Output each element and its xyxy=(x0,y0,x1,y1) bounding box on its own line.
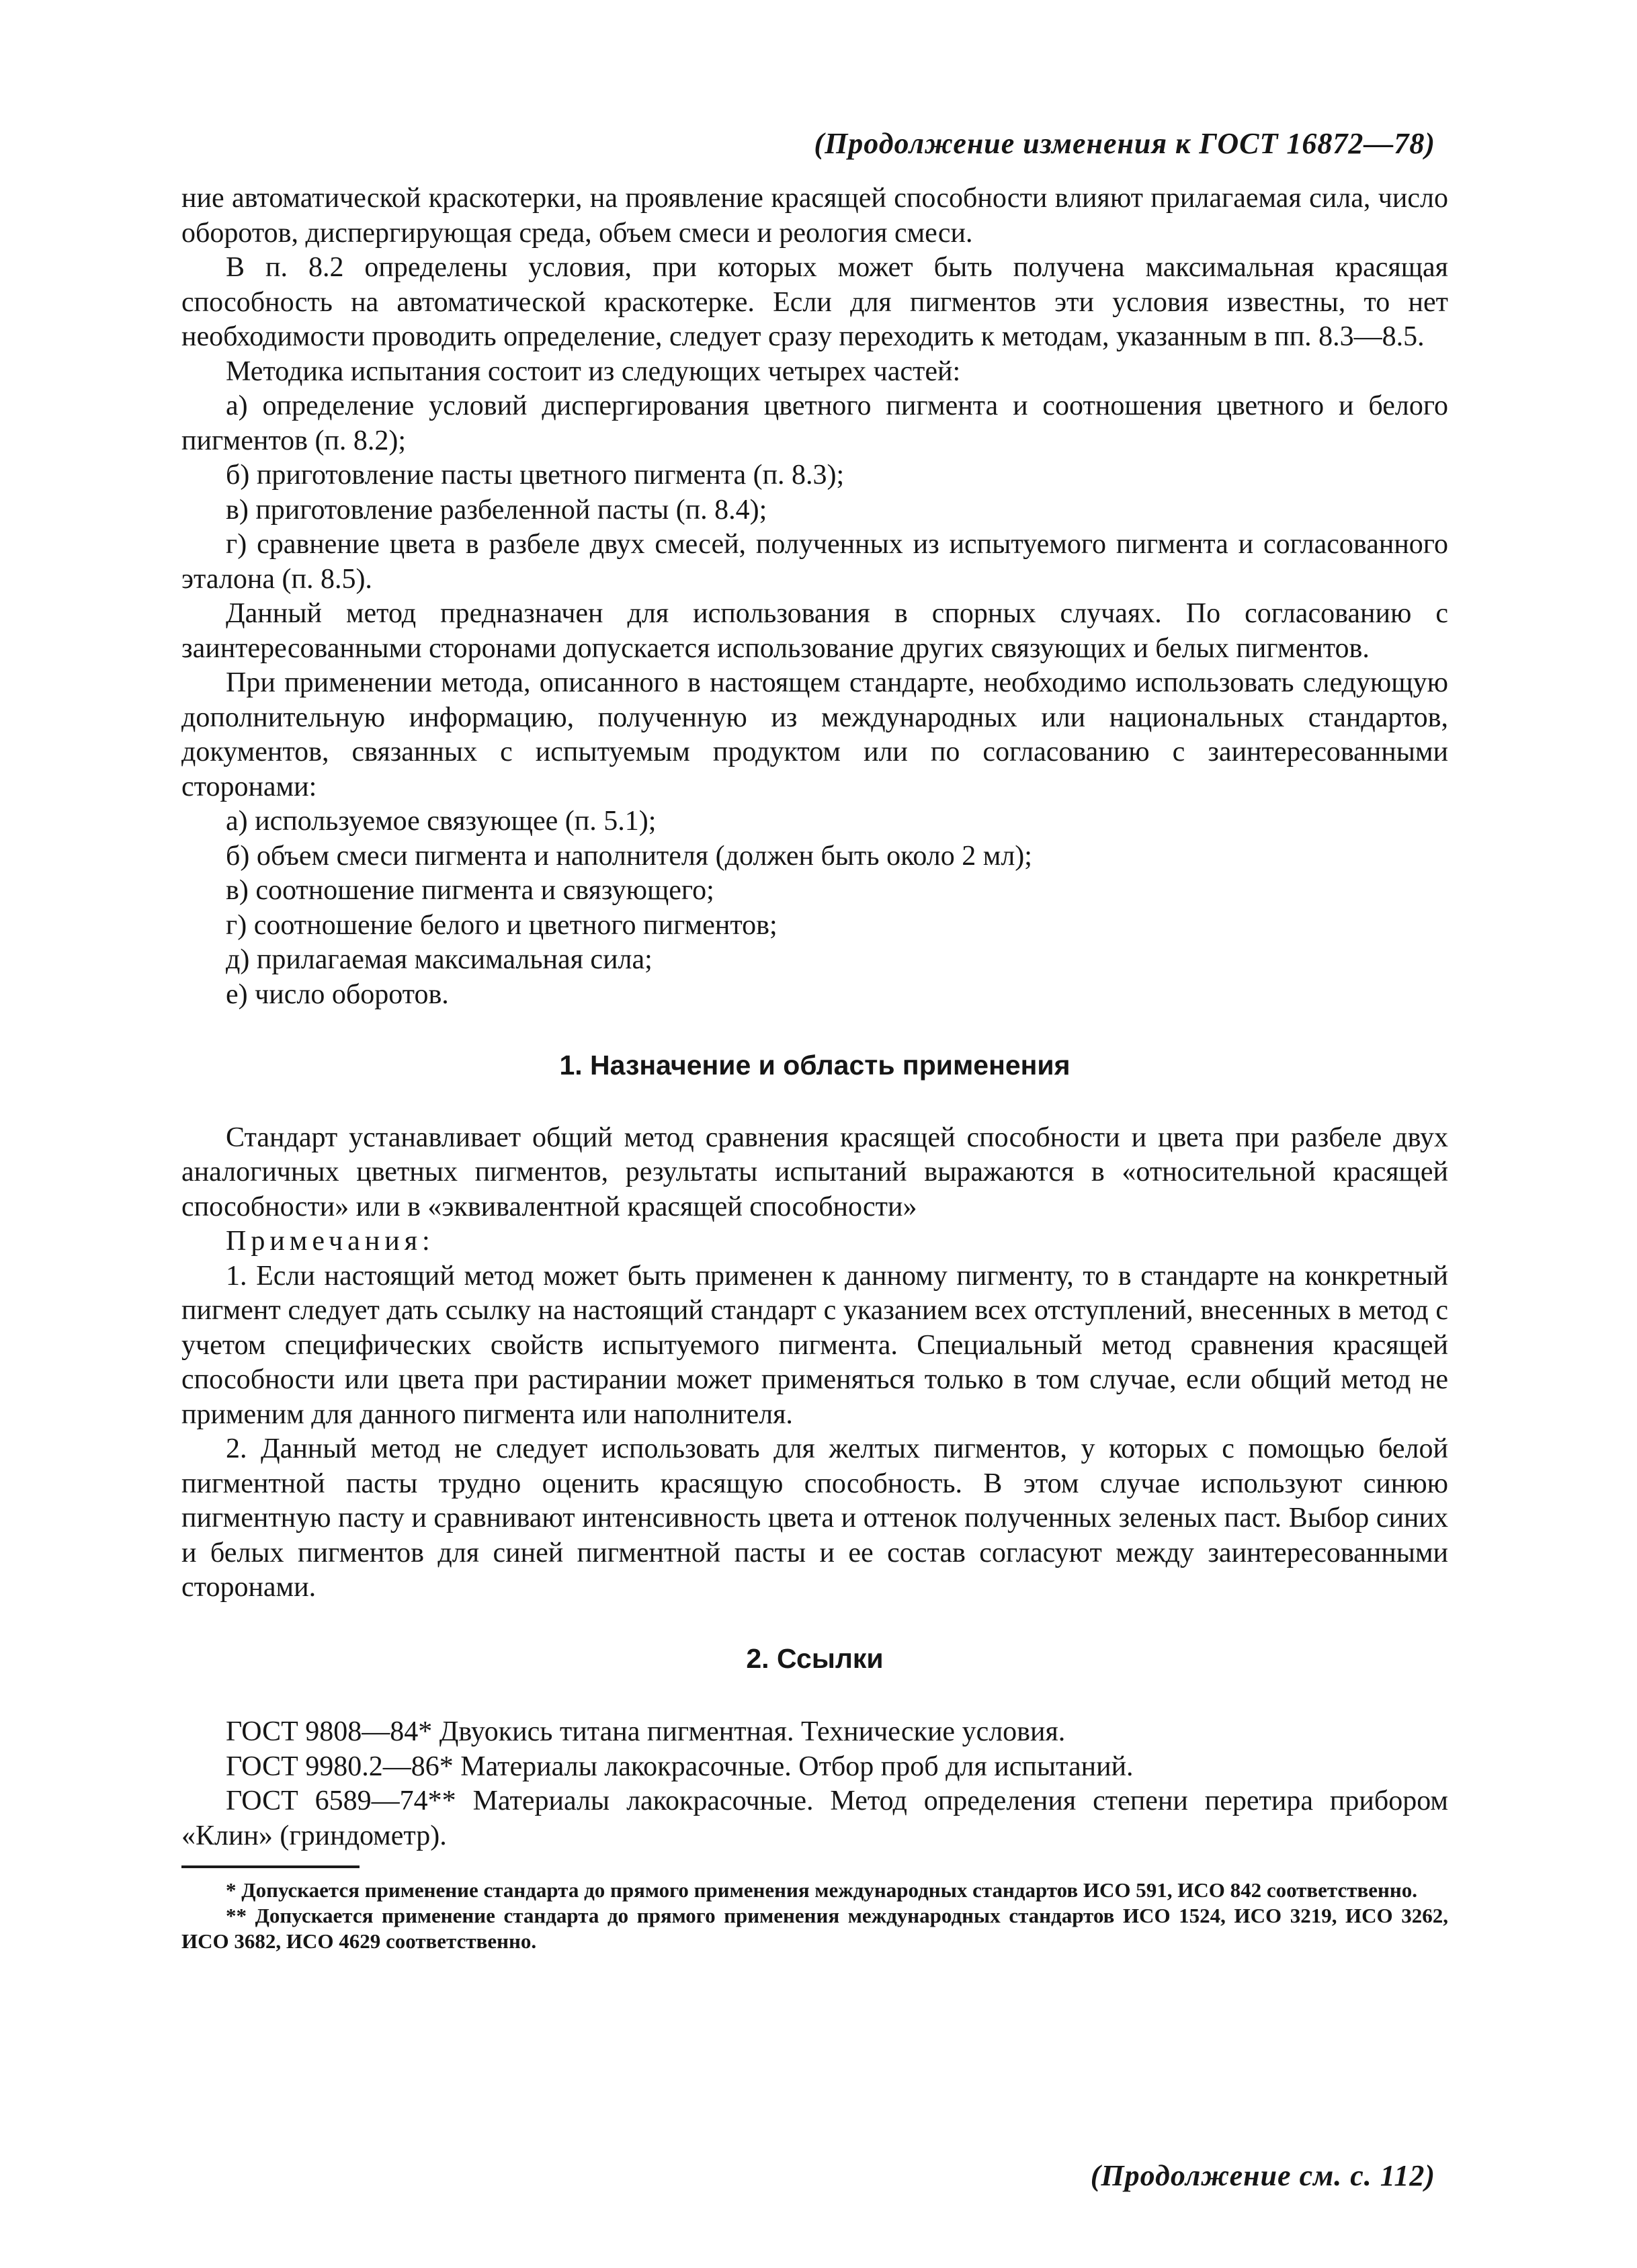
footnote-2: ** Допускается применение стандарта до прямого применения международных стандартов ИСО 1524, ИСО 3219, ИСО 3262, ИСО 3682, ИСО 4629 соответственно. xyxy=(181,1904,1448,1953)
reference-1: ГОСТ 9808—84* Двуокись титана пигментная. Технические условия. xyxy=(226,1716,1066,1747)
info-item-b: б) объем смеси пигмента и наполнителя (должен быть около 2 мл); xyxy=(226,840,1032,872)
reference-3: ГОСТ 6589—74** Материалы лакокрасочные. Метод определения степени перетира прибором «Клин» (гриндометр). xyxy=(181,1786,1448,1851)
intro-paragraph-2: В п. 8.2 определены условия, при которых может быть получена максимальная красящая способность на автоматической краскотерке. Если для пигментов эти условия известны, то нет необходимости проводить определение, следует сразу переходить к методам, указанным в пп. 8.3—8.5. xyxy=(181,252,1448,352)
page-header: (Продолжение изменения к ГОСТ 16872—78) xyxy=(814,127,1435,160)
section-1-paragraph: Стандарт устанавливает общий метод сравнения красящей способности и цвета при разбеле двух аналогичных цветных пигментов, результаты испытаний выражаются в «относительной красящей способности» или в «эквивалентной красящей способности» xyxy=(181,1122,1448,1222)
notes-label: Примечания: xyxy=(226,1226,435,1257)
intro-paragraph-3: Методика испытания состоит из следующих четырех частей: xyxy=(226,355,961,387)
info-item-f: е) число оборотов. xyxy=(226,978,449,1010)
info-item-d: г) соотношение белого и цветного пигментов; xyxy=(226,909,778,941)
note-1: 1. Если настоящий метод может быть применен к данному пигменту, то в стандарте на конкретный пигмент следует дать ссылку на настоящий стандарт с указанием всех отступлений, внесенных в метод с учетом специфических свойств испытуемого пигмента. Специальный метод сравнения красящей способности или цвета при растирании может применяться только в том случае, если общий метод не применим для данного пигмента или наполнителя. xyxy=(181,1260,1448,1430)
document-body xyxy=(181,181,1448,1954)
info-item-c: в) соотношение пигмента и связующего; xyxy=(226,875,714,906)
method-part-a: а) определение условий диспергирования цветного пигмента и соотношения цветного и белого пигментов (п. 8.2); xyxy=(181,390,1448,456)
footnote-1: * Допускается применение стандарта до прямого применения международных стандартов ИСО 591, ИСО 842 соответственно. xyxy=(226,1878,1417,1902)
reference-2: ГОСТ 9980.2—86* Материалы лакокрасочные. Отбор проб для испытаний. xyxy=(226,1751,1134,1782)
method-part-c: в) приготовление разбеленной пасты (п. 8.4); xyxy=(226,494,767,526)
intro-paragraph-1: ние автоматической краскотерки, на проявление красящей способности влияют прилагаемая сила, число оборотов, диспергирующая среда, объем смеси и реология смеси. xyxy=(181,183,1448,249)
footnote-divider xyxy=(181,1865,360,1868)
note-2: 2. Данный метод не следует использовать для желтых пигментов, у которых с помощью белой пигментной пасты трудно оценить красящую способность. В этом случае используют синюю пигментную пасту и сравнивают интенсивность цвета и оттенок полученных зеленых паст. Выбор синих и белых пигментов для синей пигментной пасты и ее состав согласуют между заинтересованными сторонами. xyxy=(181,1433,1448,1603)
info-item-e: д) прилагаемая максимальная сила; xyxy=(226,944,653,975)
info-item-a: а) используемое связующее (п. 5.1); xyxy=(226,806,657,837)
section-2-heading: 2. Ссылки xyxy=(746,1642,884,1674)
intro-paragraph-5: При применении метода, описанного в настоящем стандарте, необходимо использовать следующую дополнительную информацию, полученную из международных или национальных стандартов, документов, связанных с испытуемым продуктом или по согласованию с заинтересованными сторонами: xyxy=(181,667,1448,802)
page-footer: (Продолжение см. с. 112) xyxy=(1090,2159,1435,2192)
section-1-heading: 1. Назначение и область применения xyxy=(559,1050,1071,1081)
intro-paragraph-4: Данный метод предназначен для использования в спорных случаях. По согласованию с заинтересованными сторонами допускается использование других связующих и белых пигментов. xyxy=(181,598,1448,664)
method-part-d: г) сравнение цвета в разбеле двух смесей, полученных из испытуемого пигмента и согласованного эталона (п. 8.5). xyxy=(181,529,1448,595)
method-part-b: б) приготовление пасты цветного пигмента (п. 8.3); xyxy=(226,460,845,491)
